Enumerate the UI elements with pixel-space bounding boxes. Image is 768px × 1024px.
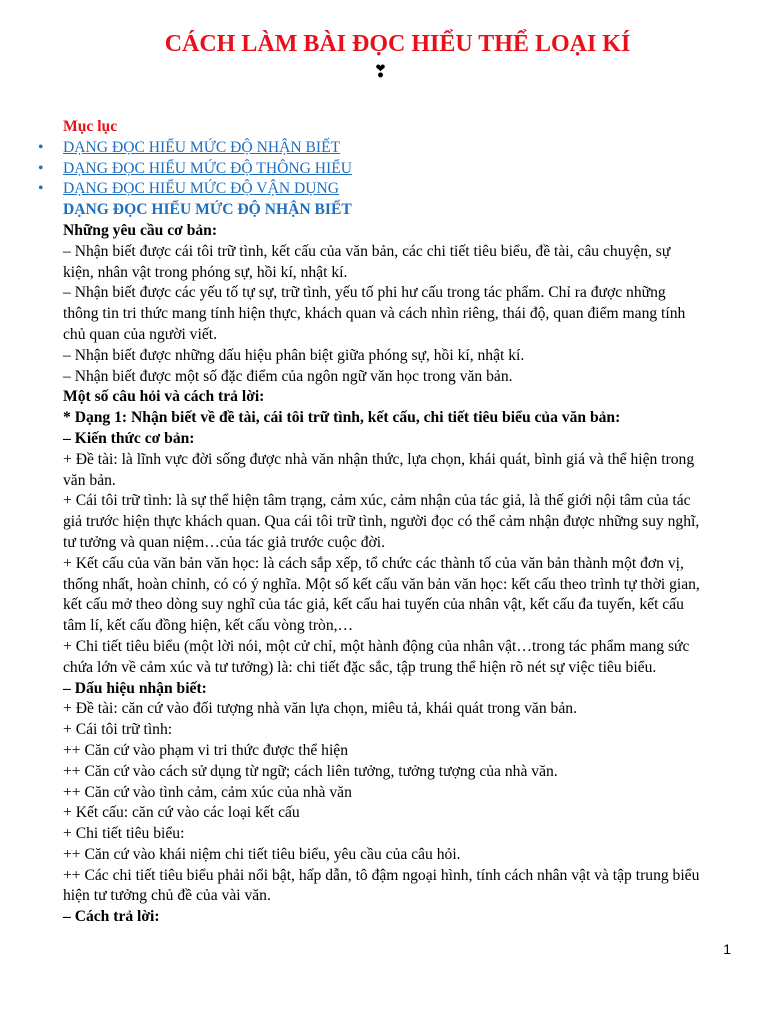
body-line: kiện, nhân vật trong phóng sự, hồi kí, nhật kí. bbox=[63, 263, 348, 281]
body-subheading: – Dấu hiệu nhận biết: bbox=[63, 679, 207, 697]
body-line: – Nhận biết được một số đặc điểm của ngôn ngữ văn học trong văn bản. bbox=[63, 367, 513, 385]
body-line: ++ Căn cứ vào khái niệm chi tiết tiêu biểu, yêu cầu của câu hỏi. bbox=[63, 845, 461, 863]
body-subheading: Những yêu cầu cơ bản: bbox=[63, 221, 218, 239]
body-line: ++ Căn cứ vào phạm vi tri thức được thể hiện bbox=[63, 741, 349, 759]
body-subheading: * Dạng 1: Nhận biết về đề tài, cái tôi trữ tình, kết cấu, chi tiết tiêu biểu của văn bản: bbox=[63, 409, 621, 427]
body-line: ++ Căn cứ vào tình cảm, cảm xúc của nhà văn bbox=[63, 783, 352, 801]
body-line: + Chi tiết tiêu biểu: bbox=[63, 825, 185, 843]
body-line: ++ Các chi tiết tiêu biểu phải nổi bật, hấp dẫn, tô đậm ngoại hình, tính cách nhân vật và tập trung biểu bbox=[63, 866, 700, 884]
toc-link-label: DẠNG ĐỌC HIỂU MỨC ĐỘ THÔNG HIỂU bbox=[63, 159, 353, 177]
body-line: + Kết cấu của văn bản văn học: là cách sắp xếp, tổ chức các thành tố của văn bản thành một đơn vị, bbox=[63, 554, 684, 572]
body-line: + Chi tiết tiêu biểu (một lời nói, một cử chỉ, một hành động của nhân vật…trong tác phẩm mang sức bbox=[63, 637, 690, 655]
body-line: giả trước hiện thực khách quan. Qua cái tôi trữ tình, người đọc có thể cảm nhận được những suy nghĩ, bbox=[63, 513, 700, 531]
body-line: ++ Căn cứ vào cách sử dụng từ ngữ; cách liên tưởng, tưởng tượng của nhà văn. bbox=[63, 762, 558, 780]
body-line: + Cái tôi trữ tình: bbox=[63, 721, 173, 739]
body-line: tư tưởng và quan niệm…của tác giả trước cuộc đời. bbox=[63, 533, 386, 551]
bullet-icon: • bbox=[38, 159, 44, 177]
body-subheading: – Cách trả lời: bbox=[63, 908, 160, 926]
body-line: kết cấu mở theo dòng suy nghĩ của tác giả, kết cấu hai tuyến của nhân vật, kết cấu đa tuyến, kết cấu bbox=[63, 596, 684, 614]
body-line: hiện tư tưởng chủ đề của vài văn. bbox=[63, 887, 271, 905]
toc-link-thong-hieu[interactable] bbox=[38, 159, 738, 180]
body-line: + Đề tài: căn cứ vào đối tượng nhà văn lựa chọn, miêu tả, khái quát trong văn bản. bbox=[63, 700, 577, 718]
body-line: thống nhất, hoàn chỉnh, có có ý nghĩa. Một số kết cấu văn bản văn học: kết cấu theo trình tự thời gian, bbox=[63, 575, 700, 593]
document-body bbox=[38, 117, 738, 928]
body-line: – Nhận biết được các yếu tố tự sự, trữ tình, yếu tố phi hư cấu trong tác phẩm. Chỉ ra được những bbox=[63, 284, 666, 302]
body-subheading: – Kiến thức cơ bản: bbox=[63, 429, 195, 447]
page-number: 1 bbox=[723, 941, 731, 957]
toc-link-van-dung[interactable] bbox=[38, 179, 738, 200]
body-line: – Nhận biết được cái tôi trữ tình, kết cấu của văn bản, các chi tiết tiêu biểu, đề tài, câu chuyện, sự bbox=[63, 242, 671, 260]
body-line: văn bản. bbox=[63, 471, 116, 489]
body-line: tâm lí, kết cấu đồng hiện, kết cấu vòng tròn,… bbox=[63, 617, 354, 635]
toc-link-nhan-biet[interactable] bbox=[38, 138, 738, 159]
body-subheading: Một số câu hỏi và cách trả lời: bbox=[63, 388, 265, 406]
toc-link-label: DẠNG ĐỌC HIỂU MỨC ĐỘ VẬN DỤNG bbox=[63, 180, 340, 198]
body-text bbox=[63, 221, 738, 928]
body-line: – Nhận biết được những dấu hiệu phân biệt giữa phóng sự, hồi kí, nhật kí. bbox=[63, 346, 525, 364]
title-ornament-icon: ❣ bbox=[373, 62, 422, 82]
bullet-icon: • bbox=[38, 180, 44, 198]
body-line: + Đề tài: là lĩnh vực đời sống được nhà văn nhận thức, lựa chọn, khái quát, bình giá và thể hiện trong bbox=[63, 450, 695, 468]
bullet-icon: • bbox=[38, 138, 44, 156]
body-line: chủ quan của người viết. bbox=[63, 325, 217, 343]
body-line: thông tin tri thức mang tính hiện thực, khách quan và cách nhìn riêng, thái độ, quan điểm mang tính bbox=[63, 305, 686, 323]
body-line: + Kết cấu: căn cứ vào các loại kết cấu bbox=[63, 804, 300, 822]
body-line: + Cái tôi trữ tình: là sự thể hiện tâm trạng, cảm xúc, cảm nhận của tác giả, là thế giới nội tâm của tác bbox=[63, 492, 691, 510]
toc-link-label: DẠNG ĐỌC HIỂU MỨC ĐỘ NHẬN BIẾT bbox=[63, 138, 341, 156]
section-heading: DẠNG ĐỌC HIỂU MỨC ĐỘ NHẬN BIẾT bbox=[63, 201, 352, 219]
body-line: chứa lớn về cảm xúc và tư tưởng) là: chi tiết đặc sắc, tập trung thể hiện rõ nét sự việc tiêu biểu. bbox=[63, 658, 657, 676]
page-title: CÁCH LÀM BÀI ĐỌC HIỂU THỂ LOẠI KÍ bbox=[164, 31, 631, 57]
toc-heading: Mục lục bbox=[63, 118, 118, 135]
